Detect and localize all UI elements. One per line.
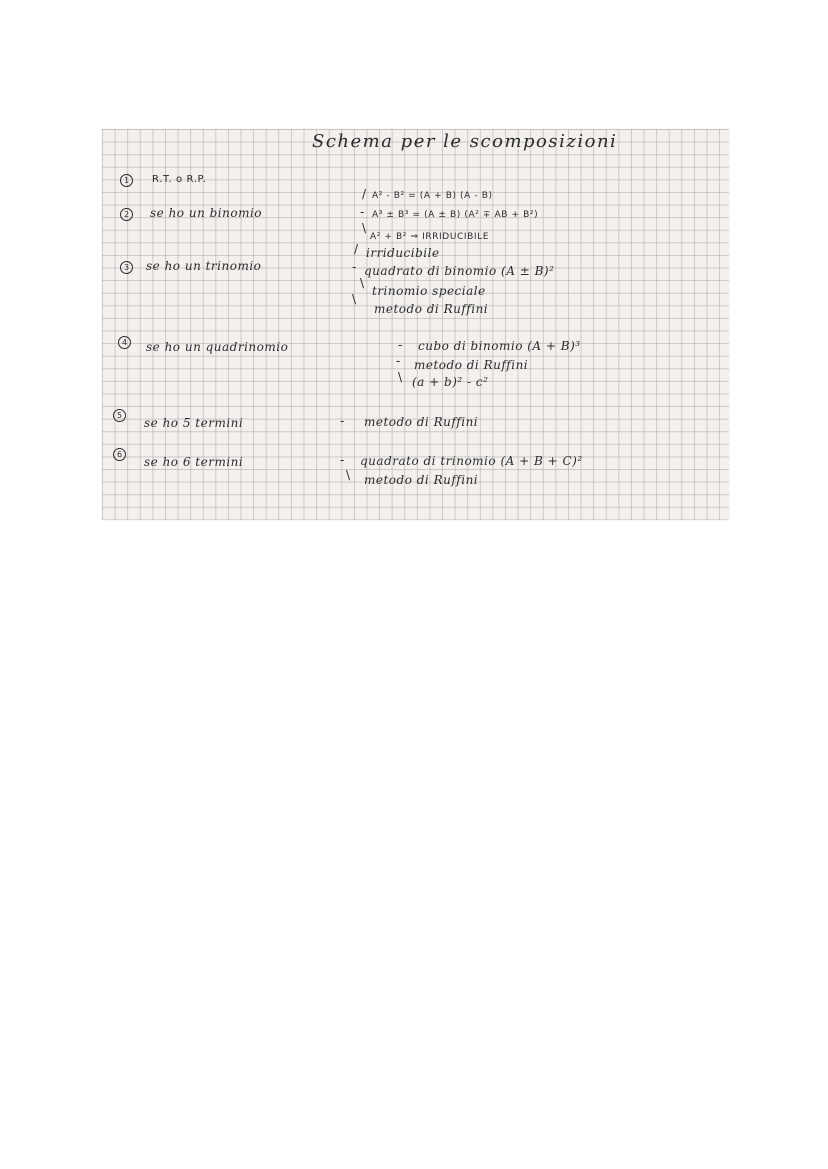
item-4-branch-1: cubo di binomio (A + B)³ [418,339,581,353]
item-2-branch-2: A³ ± B³ = (A ± B) (A² ∓ AB + B²) [372,210,539,220]
branch-connector: - [360,205,365,219]
item-number-1: 1 [120,174,133,187]
item-5-branch-1: metodo di Ruffini [364,415,479,429]
branch-connector: - [340,414,345,428]
branch-connector: - [340,453,345,467]
item-2-label: se ho un binomio [150,206,263,220]
item-4-branch-3: (a + b)² - c² [412,375,489,389]
item-4-label: se ho un quadrinomio [146,340,289,354]
item-3-branch-3: trinomio speciale [372,284,486,298]
item-2-branch-3: A² + B² ⇒ IRRIDUCIBILE [370,232,490,242]
branch-connector: \ [362,221,367,235]
branch-connector: \ [346,468,351,482]
notebook-page [102,129,729,520]
item-number-4: 4 [118,336,131,349]
page-title: Schema per le scomposizioni [312,131,618,152]
item-6-branch-2: metodo di Ruffini [364,473,479,487]
item-2-branch-1: A² - B² = (A + B) (A - B) [372,191,493,201]
item-6-label: se ho 6 termini [144,455,244,469]
branch-connector: - [398,338,403,352]
branch-connector: \ [398,370,403,384]
item-number-2: 2 [120,208,133,221]
branch-connector: - [352,260,357,274]
branch-connector: / [362,187,367,201]
item-number-6: 6 [113,448,126,461]
item-3-branch-2: quadrato di binomio (A ± B)² [364,264,555,278]
item-6-branch-1: quadrato di trinomio (A + B + C)² [360,454,583,468]
item-5-label: se ho 5 termini [144,416,244,430]
branch-connector: - [396,354,401,368]
item-number-3: 3 [120,261,133,274]
item-number-5: 5 [113,409,126,422]
item-1-label: R.T. o R.P. [152,174,207,185]
branch-connector: / [354,242,359,256]
branch-connector: \ [360,276,365,290]
item-3-label: se ho un trinomio [146,259,262,273]
branch-connector: \ [352,292,357,306]
item-4-branch-2: metodo di Ruffini [414,358,529,372]
item-3-branch-1: irriducibile [366,246,440,260]
item-3-branch-4: metodo di Ruffini [374,302,489,316]
